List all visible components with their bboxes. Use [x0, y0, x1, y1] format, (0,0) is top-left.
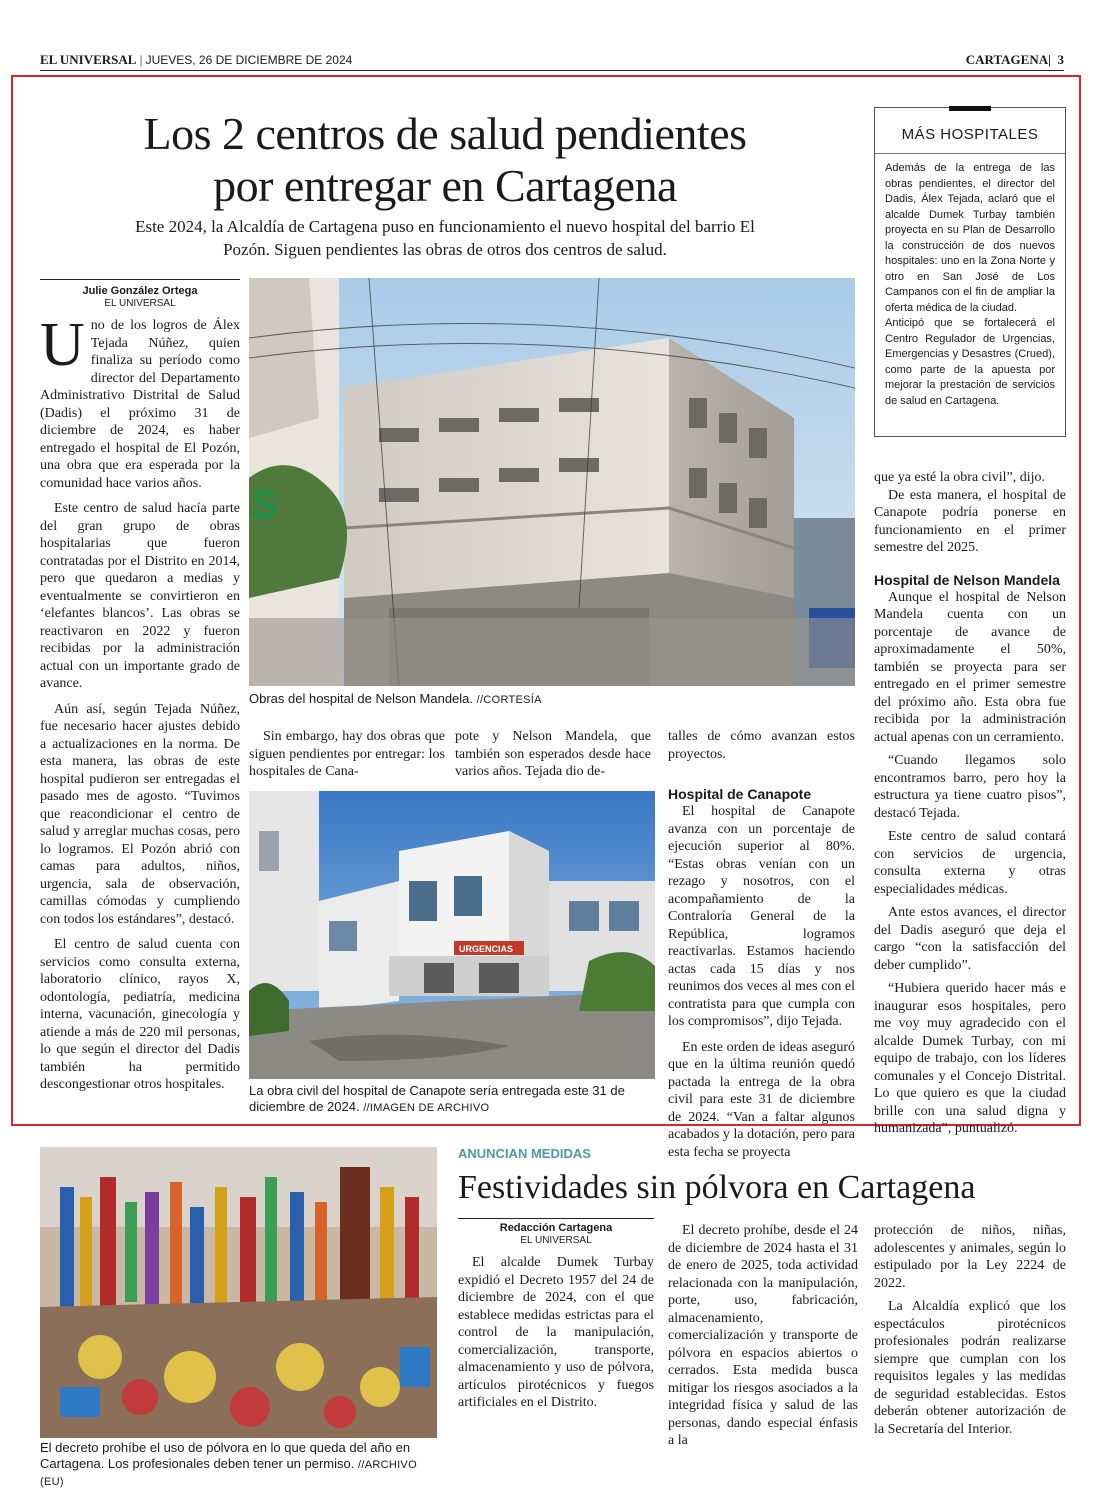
urgencias-sign: URGENCIAS: [459, 944, 514, 954]
caption-text: La obra civil del hospital de Canapote sería entregada este 31 de diciembre de 2024.: [249, 1083, 625, 1114]
article2-byline: [458, 1222, 654, 1247]
photo-fireworks: [40, 1147, 437, 1438]
byline: [40, 285, 240, 310]
headline-line-2: por entregar en Cartagena: [213, 160, 677, 211]
paragraph: Este centro de salud hacía parte del gran grupo de obras hospitalarias que fueron contratadas por el Distrito en 2014, pero que quedaron a medias y eventualmente se convirtieron en ‘elefantes blancos’. Las obras se reactivaron en 2022 y fueron recibidas por la administración actual con un importante grado de avance.: [40, 501, 240, 691]
drop-cap: U: [40, 311, 85, 379]
article-deck: Este 2024, la Alcaldía de Cartagena puso en funcionamiento el nuevo hospital del barrio El Pozón. Siguen pendientes las obras de otros dos centros de salud.: [135, 217, 755, 259]
article2-column-2: [668, 1222, 858, 1450]
paragraph: La Alcaldía explicó que los espectáculos pirotécnicos profesionales podrán realizarse siempre que cumplan con los requisitos legales y las medidas de seguridad establecidas. Estos deberán obtener autorización de la Secretaría del Interior.: [874, 1299, 1066, 1437]
caption-credit: //ARCHIVO (EU): [40, 1459, 417, 1488]
store-sign-letter: S: [251, 483, 278, 527]
header-rule: [40, 70, 1064, 71]
headline-line-1: Los 2 centros de salud pendientes: [143, 108, 747, 159]
paragraph: El hospital de Canapote avanza con un porcentaje de ejecución superior al 80%. “Estas obras venían con un rezago y nosotros, con el acompañamiento de la Contraloría General de la República, logramos reactivarlas. Estamos haciendo actas cada 15 días y nos reunimos dos veces al mes con el contratista para que cumpla con los compromisos”, dijo Tejada.: [668, 804, 855, 1029]
article2-kicker: ANUNCIAN MEDIDAS: [458, 1146, 591, 1161]
paragraph: “Cuando llegamos solo encontramos barro, pero hoy la estructura ya tiene cuatro pisos”, destacó Tejada.: [874, 753, 1066, 821]
paragraph: Ante estos avances, el director del Dadis aseguró que deja el cargo “con la satisfacción del deber cumplido”.: [874, 905, 1066, 973]
page-number: 3: [1057, 52, 1064, 67]
article-column-3: [668, 728, 855, 1161]
paragraph: no de los logros de Álex Tejada Núñez, quien finaliza su período como director del Departamento Administrativo Distrital de Salud (Dadis) el próximo 31 de diciembre de 2024, es haber entregado el hospital de El Pozón, una obra que era esperada por la comunidad hace varios años.: [40, 318, 240, 491]
paragraph: El decreto prohíbe, desde el 24 de diciembre de 2024 hasta el 31 de enero de 2025, toda actividad relacionada con la manipulación, porte, uso, fabricación, almacenamiento, comercialización y transporte de pólvora en espacios abiertos o cerrados. Esta medida busca mitigar los riesgos asociados a la integridad física y salud de las personas, dando especial énfasis a la: [668, 1223, 858, 1448]
caption-text: Obras del hospital de Nelson Mandela.: [249, 691, 474, 706]
byline-rule: [40, 279, 240, 280]
article2-headline: Festividades sin pólvora en Cartagena: [458, 1169, 976, 1206]
paragraph: protección de niños, niñas, adolescentes y animales, según lo estipulado por la Ley 2224 de 2022.: [874, 1223, 1066, 1291]
sidebar-paragraph: Además de la entrega de las obras pendientes, el director del Dadis, Álex Tejada, aclaró que el alcalde Dumek Turbay también proyecta en su Plan de Desarrollo la construcción de dos nuevos hospitales: uno en la Zona Norte y otro en San José de Los Campanos con el fin de ampliar la oferta médica de la ciudad.: [885, 162, 1055, 314]
paragraph: En este orden de ideas aseguró que en la última reunión quedó pactada la entrega de la obra civil para este 31 de diciembre de 2024. “Van a faltar algunos acabados y la dotación, pero para esta fecha se proyecta: [668, 1039, 855, 1160]
fireworks-stall-image: [40, 1147, 437, 1438]
paragraph: “Hubiera querido hacer más e inaugurar esos hospitales, pero me voy muy agradecido con el alcalde Dumek Turbay, con mi equipo de trabajo, con los líderes comunales y el Concejo Distrital. Lo que quiero es que la ciudad brille con una salud digna y humanizada”, puntualizó.: [874, 981, 1066, 1136]
header-left: EL UNIVERSAL | JUEVES, 26 DE DICIEMBRE DE 2024: [40, 52, 353, 67]
paragraph: Este centro de salud contará con servicios de urgencia, consulta externa y otras especialidades médicas.: [874, 829, 1066, 897]
paper-name: EL UNIVERSAL: [40, 52, 137, 67]
section-name: CARTAGENA: [965, 52, 1049, 67]
sidebar-text: [875, 154, 1065, 416]
photo2-caption: [249, 1083, 655, 1116]
article2-column-3: [874, 1222, 1066, 1438]
author-outlet: EL UNIVERSAL: [104, 298, 176, 309]
paragraph: De esta manera, el hospital de Canapote podría ponerse en funcionamiento en el primer semestre del 2025.: [874, 487, 1066, 555]
photo3-caption: [40, 1440, 437, 1490]
photo-nelson-mandela: [249, 278, 855, 686]
subheading-nelson-mandela: Hospital de Nelson Mandela: [874, 571, 1060, 588]
photo1-caption: [249, 691, 855, 708]
photo-canapote: [249, 791, 655, 1079]
article-headline: [60, 108, 830, 212]
building-under-construction-image: [249, 278, 855, 686]
author-outlet: EL UNIVERSAL: [520, 1235, 592, 1246]
hospital-building-image: [249, 791, 655, 1079]
author-name: Julie González Ortega: [82, 285, 198, 297]
article-column-2b: [455, 728, 651, 781]
byline-rule: [458, 1218, 654, 1219]
paragraph: El alcalde Dumek Turbay expidió el Decreto 1957 del 24 de diciembre de 2024, con el que establece medidas estrictas para el control de la manipulación, comercialización, transporte, almacenamiento y uso de pólvora, artículos pirotécnicos y fuegos artificiales en el Distrito.: [458, 1255, 654, 1410]
article-column-4: [874, 469, 1066, 1138]
paragraph: El centro de salud cuenta con servicios como consulta externa, laboratorio clínico, rayos X, odontología, pediatría, medicina interna, vacunación, ginecología y atiende a más de 220 mil personas, lo que según el director del Dadis también ha permitido descongestionar otros hospitales.: [40, 937, 240, 1092]
subheading-canapote: Hospital de Canapote: [668, 786, 812, 802]
paragraph: pote y Nelson Mandela, que también son esperados desde hace varios años. Tejada dio de-: [455, 729, 651, 779]
paragraph: Aunque el hospital de Nelson Mandela cuenta con un porcentaje de avance de aproximadamente el 50%, también se proyecta para ser entregado en el primer semestre del próximo año. Esta obra fue recibida por la administración actual apenas con un cerramiento.: [874, 589, 1066, 745]
page-header: [40, 52, 1064, 72]
sidebar-paragraph: Anticipó que se fortalecerá el Centro Regulador de Urgencias, Emergencias y Desastres (Crued), como parte de la apuesta por mejorar la prestación de servicios de salud en Cartagena.: [885, 317, 1055, 407]
header-right: CARTAGENA| 3: [965, 52, 1064, 67]
paragraph: Sin embargo, hay dos obras que siguen pendientes por entregar: los hospitales de Cana-: [249, 729, 445, 779]
paragraph: Aún así, según Tejada Núñez, fue necesario hacer ajustes debido a actualizaciones en la norma. De esta manera, las obras de este hospital pudieron ser entregadas el pasado mes de agosto. “Tuvimos que reacondicionar el centro de salud y arreglar muchas cosas, pero lo logramos. El Pozón abrió con camas para adultos, niños, urgencia, sala de observación, camillas cómodas y cumpliendo con todos los estándares”, destacó.: [40, 701, 240, 927]
article-column-2a: [249, 728, 445, 781]
author-name: Redacción Cartagena: [499, 1222, 613, 1234]
sidebar-bar: [949, 106, 991, 111]
paragraph: que ya esté la obra civil”, dijo.: [874, 470, 1046, 485]
caption-text: El decreto prohíbe el uso de pólvora en lo que queda del año en Cartagena. Los profesionales deben tener un permiso.: [40, 1440, 411, 1471]
caption-credit: //CORTESÍA: [476, 694, 542, 706]
article2-column-1: [458, 1254, 654, 1412]
article-column-1: [40, 311, 240, 1094]
header-date: JUEVES, 26 DE DICIEMBRE DE 2024: [145, 53, 353, 67]
sidebar-box: [874, 107, 1066, 437]
caption-credit: //IMAGEN DE ARCHIVO: [363, 1102, 490, 1114]
sidebar-title: MÁS HOSPITALES: [901, 126, 1039, 143]
paragraph: talles de cómo avanzan estos proyectos.: [668, 729, 855, 762]
